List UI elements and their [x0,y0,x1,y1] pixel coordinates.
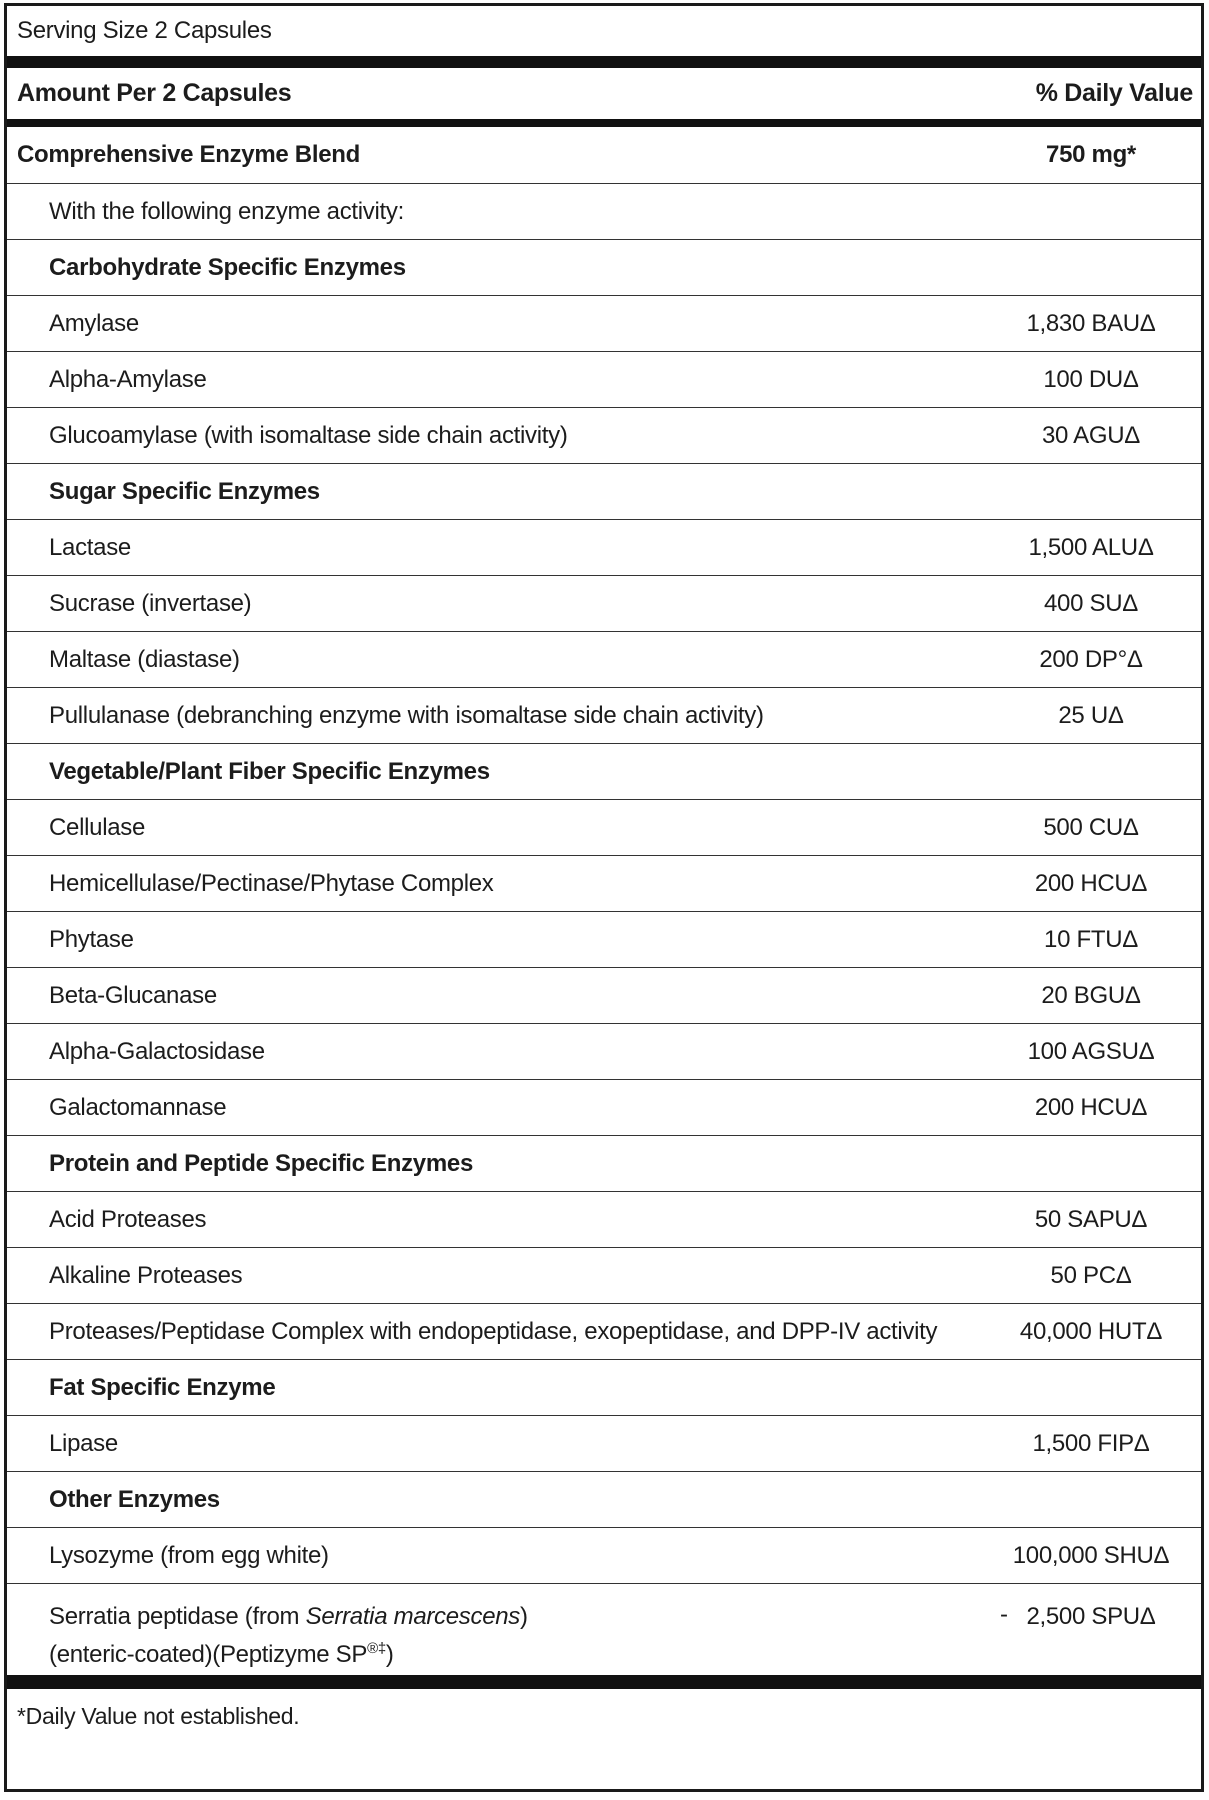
enzyme-activity-value: 100 AGSUΔ [1027,1037,1155,1065]
enzyme-name: Alkaline Proteases [49,1261,243,1289]
section-title: Vegetable/Plant Fiber Specific Enzymes [49,757,490,785]
table-row [7,295,1201,351]
section-header-row [7,1359,1201,1415]
section-title: Fat Specific Enzyme [49,1373,276,1401]
section-header-row [7,239,1201,295]
serratia-dash: - [1000,1601,1008,1628]
table-row [7,967,1201,1023]
enzyme-activity-value: 100 DUΔ [1043,365,1139,393]
enzyme-name: Acid Proteases [49,1205,207,1233]
enzyme-activity-value: 1,830 BAUΔ [1026,309,1156,337]
enzyme-name: Maltase (diastase) [49,645,240,673]
blend-name: Comprehensive Enzyme Blend [17,141,360,168]
enzyme-activity-value: 1,500 FIPΔ [1032,1429,1150,1457]
serratia-name: Serratia peptidase (from Serratia marcescens) (enteric-coated)(Peptizyme SP®‡) [49,1603,528,1668]
supplement-facts-panel [4,3,1204,1792]
section-header-row [7,1135,1201,1191]
enzyme-activity-value: 100,000 SHUΔ [1012,1541,1170,1569]
bottom-thick-divider [7,1675,1201,1689]
intro-text: With the following enzyme activity: [49,197,404,225]
enzyme-name: Amylase [49,309,139,337]
enzyme-name: Beta-Glucanase [49,981,217,1009]
table-row [7,1415,1201,1471]
section-title: Protein and Peptide Specific Enzymes [49,1149,473,1177]
section-header-row [7,743,1201,799]
enzyme-name: Hemicellulase/Pectinase/Phytase Complex [49,869,494,897]
intro-row [7,183,1201,239]
enzyme-activity-value: 1,500 ALUΔ [1028,533,1154,561]
enzyme-activity-value: 10 FTUΔ [1044,925,1138,953]
daily-value-label: % Daily Value [1035,79,1193,107]
enzyme-activity-value: 40,000 HUTΔ [1019,1317,1163,1345]
enzyme-name: Proteases/Peptidase Complex with endopeptidase, exopeptidase, and DPP-IV activity [49,1317,938,1345]
footnote: *Daily Value not established. [17,1702,300,1729]
table-row [7,1303,1201,1359]
enzyme-name: Lipase [49,1429,118,1457]
enzyme-name: Phytase [49,925,134,953]
section-header-row [7,1471,1201,1527]
enzyme-activity-value: 400 SUΔ [1044,589,1138,617]
blend-row [7,127,1201,183]
serratia-row [7,1583,1201,1668]
enzyme-activity-value: 200 HCUΔ [1034,869,1148,897]
table-row [7,1527,1201,1583]
enzyme-name: Glucoamylase (with isomaltase side chain activity) [49,421,568,449]
enzyme-activity-value: 200 HCUΔ [1034,1093,1148,1121]
enzyme-name: Cellulase [49,813,146,841]
enzyme-name: Pullulanase (debranching enzyme with isomaltase side chain activity) [49,701,764,729]
enzyme-activity-value: 50 PCΔ [1050,1261,1132,1289]
table-row [7,1079,1201,1135]
table-row [7,687,1201,743]
enzyme-activity-value: 500 CUΔ [1043,813,1139,841]
table-row [7,519,1201,575]
table-row [7,1023,1201,1079]
thick-divider [7,56,1201,68]
enzyme-activity-value: 200 DP°Δ [1039,645,1143,673]
enzyme-name: Lactase [49,533,131,561]
table-row [7,1247,1201,1303]
table-row [7,575,1201,631]
enzyme-name: Alpha-Galactosidase [49,1037,265,1065]
medium-divider [7,119,1201,127]
section-title: Carbohydrate Specific Enzymes [49,253,406,281]
table-row [7,799,1201,855]
enzyme-activity-value: 30 AGUΔ [1042,421,1140,449]
table-row [7,1191,1201,1247]
serving-size: Serving Size 2 Capsules [17,17,272,44]
enzyme-activity-value: 20 BGUΔ [1041,981,1141,1009]
table-header [7,68,1201,119]
enzyme-name: Lysozyme (from egg white) [49,1541,329,1569]
enzyme-name: Galactomannase [49,1093,227,1121]
table-row [7,351,1201,407]
enzyme-activity-value: 25 UΔ [1058,701,1124,729]
section-title: Sugar Specific Enzymes [49,477,320,505]
enzyme-name: Alpha-Amylase [49,365,207,393]
table-row [7,855,1201,911]
table-row [7,911,1201,967]
section-title: Other Enzymes [49,1485,220,1513]
section-header-row [7,463,1201,519]
enzyme-activity-value: 50 SAPUΔ [1034,1205,1148,1233]
serratia-value: 2,500 SPUΔ [1026,1603,1156,1630]
blend-amount: 750 mg* [1046,141,1136,168]
amount-per-label: Amount Per 2 Capsules [17,79,292,107]
table-row [7,407,1201,463]
table-row [7,631,1201,687]
enzyme-name: Sucrase (invertase) [49,589,252,617]
